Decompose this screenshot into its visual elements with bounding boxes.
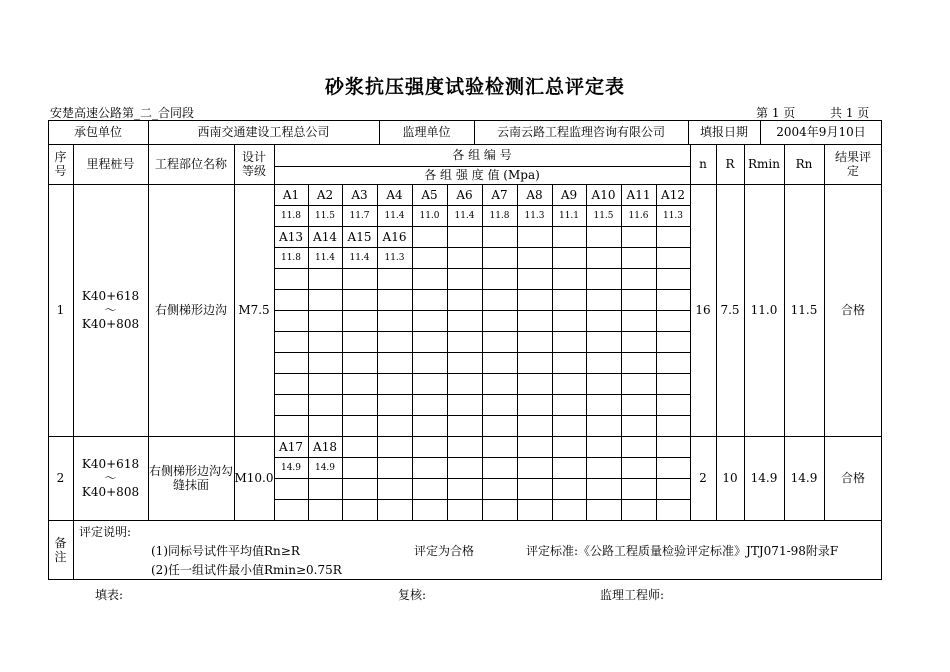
row-n: 16	[695, 303, 711, 317]
row-result: 合格	[840, 471, 865, 485]
group-value: 11.4	[454, 210, 475, 221]
group-value: 11.4	[349, 252, 370, 263]
row-rmin: 11.0	[750, 303, 778, 317]
date-value: 2004年9月10日	[776, 125, 866, 139]
group-id: A12	[661, 187, 685, 202]
group-id: A10	[591, 187, 616, 202]
col-n: n	[699, 157, 707, 171]
summary-table	[48, 120, 882, 580]
group-value: 11.4	[384, 210, 405, 221]
date-label: 填报日期	[699, 125, 748, 139]
remarks-label: 备注	[54, 536, 67, 564]
group-id: A13	[279, 229, 303, 244]
group-id: A15	[347, 229, 372, 244]
col-r: R	[725, 157, 735, 171]
row-station	[73, 184, 148, 436]
col-station: 里程桩号	[86, 157, 135, 171]
group-id: A18	[313, 439, 337, 454]
col-part: 工程部位名称	[154, 157, 227, 171]
row-grade: M10.0	[234, 471, 274, 485]
group-id: A17	[279, 439, 303, 454]
row-seq: 1	[56, 303, 65, 317]
col-result: 结果评定	[834, 150, 871, 178]
group-id: A14	[313, 229, 337, 244]
group-value: 11.5	[593, 210, 614, 221]
row-rn: 11.5	[790, 303, 818, 317]
row-result: 合格	[840, 303, 865, 317]
group-value: 11.8	[280, 252, 302, 263]
page-total: 共 1 页	[830, 106, 870, 120]
group-value: 14.9	[280, 462, 302, 473]
group-id: A1	[282, 187, 300, 202]
col-group-no: 各 组 编 号	[452, 148, 512, 162]
row-rn: 14.9	[790, 471, 818, 485]
remarks-conclusion: 评定为合格	[414, 544, 475, 558]
remarks-heading: 评定说明:	[79, 525, 132, 539]
group-value: 11.3	[662, 210, 684, 221]
group-id: A9	[560, 187, 578, 202]
footer-reviewed-by: 复核:	[398, 588, 427, 602]
group-value: 11.8	[489, 210, 510, 221]
col-rmin: Rmin	[748, 157, 780, 171]
project-line: 安楚高速公路第_二_合同段	[50, 106, 195, 120]
col-group-strength: 各 组 强 度 值 (Mpa)	[424, 168, 540, 182]
group-id: A11	[626, 187, 651, 202]
group-value: 11.1	[558, 210, 580, 221]
group-id: A4	[386, 187, 403, 202]
group-id: A7	[491, 187, 508, 202]
station-to: K40+808	[81, 317, 140, 331]
group-value: 11.6	[628, 210, 649, 221]
station-sep: ～	[104, 303, 117, 317]
row-seq: 2	[56, 471, 65, 485]
row-part: 右侧梯形边沟勾缝抹面	[148, 464, 233, 492]
station-to: K40+808	[81, 485, 140, 499]
group-id: A16	[382, 229, 407, 244]
group-value: 11.5	[314, 210, 336, 221]
group-id: A8	[526, 187, 543, 202]
col-rn: Rn	[795, 157, 813, 171]
row-r: 10	[722, 471, 738, 485]
group-id: A5	[421, 187, 438, 202]
row-station	[73, 436, 148, 520]
row-part: 右侧梯形边沟	[154, 303, 227, 317]
group-value: 11.4	[314, 252, 336, 263]
group-value: 11.7	[349, 210, 370, 221]
station-from: K40+618	[81, 289, 140, 303]
remarks-item2: (2)任一组试件最小值Rmin≥0.75R	[151, 563, 342, 577]
page-number: 第 1 页	[756, 106, 796, 120]
col-seq: 序号	[54, 150, 67, 178]
group-id: A6	[456, 187, 473, 202]
group-id: A3	[351, 187, 368, 202]
footer-engineer: 监理工程师:	[600, 588, 665, 602]
page-title: 砂浆抗压强度试验检测汇总评定表	[324, 76, 625, 98]
contractor-value: 西南交通建设工程总公司	[197, 125, 330, 139]
supervisor-label: 监理单位	[402, 125, 451, 139]
group-value: 11.8	[280, 210, 302, 221]
group-value: 11.0	[419, 210, 440, 221]
remarks-standard: 评定标准:《公路工程质量检验评定标准》JTJ071-98附录F	[526, 544, 839, 558]
row-rmin: 14.9	[750, 471, 778, 485]
group-value: 14.9	[314, 462, 336, 473]
contractor-label: 承包单位	[73, 125, 122, 139]
group-id: A2	[316, 187, 334, 202]
row-n: 2	[699, 471, 707, 485]
supervisor-value: 云南云路工程监理咨询有限公司	[496, 125, 665, 139]
station-sep: ～	[104, 471, 117, 485]
row-grade: M7.5	[238, 303, 270, 317]
footer-filled-by: 填表:	[95, 588, 124, 602]
group-value: 11.3	[524, 210, 545, 221]
col-grade: 设计等级	[241, 150, 266, 178]
row-r: 7.5	[720, 303, 740, 317]
remarks-item1: (1)同标号试件平均值Rn≥R	[151, 544, 300, 558]
group-value: 11.3	[384, 252, 405, 263]
station-from: K40+618	[81, 457, 140, 471]
